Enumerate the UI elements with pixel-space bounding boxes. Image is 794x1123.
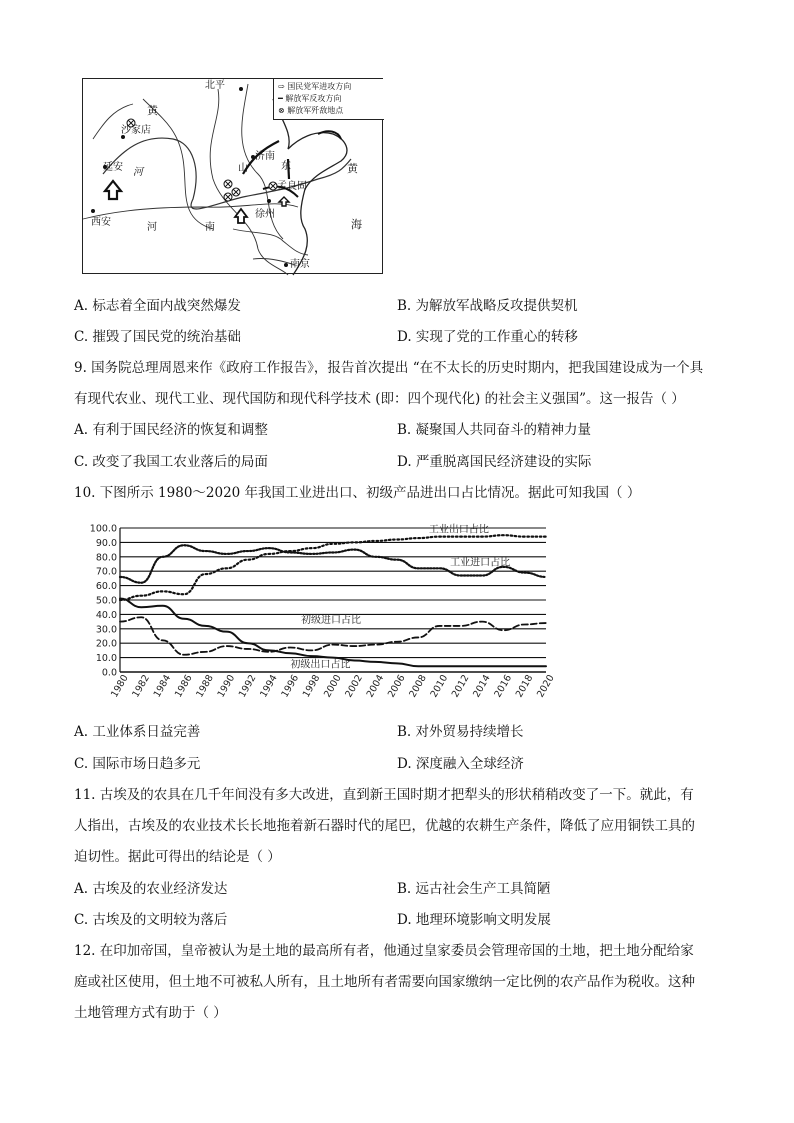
series-0-point — [226, 568, 227, 569]
q11-option-d[interactable]: D. 地理环境影响文明发展 — [397, 912, 551, 928]
series-2-point — [482, 621, 483, 622]
series-2-point — [141, 617, 142, 618]
q11-option-a[interactable]: A. 古埃及的农业经济发达 — [74, 881, 228, 897]
series-2-point — [162, 640, 163, 641]
series-3-point — [545, 666, 546, 667]
q10-option-c[interactable]: C. 国际市场日趋多元 — [74, 756, 201, 772]
map-label-huang-sea: 黄 — [347, 162, 358, 175]
map-label-shajiadian: 沙家店 — [121, 125, 151, 136]
series-line-3 — [120, 599, 546, 667]
series-0-point — [354, 542, 355, 543]
map-label-nanjing: 南京 — [290, 259, 310, 270]
x-tick-label: 1998 — [300, 673, 323, 700]
series-label: 工业进口占比 — [450, 557, 511, 569]
map-label-he: 河 — [133, 167, 143, 178]
q12-stem-line3: 土地管理方式有助于（ ） — [74, 1005, 227, 1021]
series-3-point — [524, 666, 525, 667]
series-3-point — [269, 650, 270, 651]
series-0-point — [269, 553, 270, 554]
map-label-beiping: 北平 — [205, 80, 225, 91]
series-2-point — [247, 648, 248, 649]
series-0-point — [183, 594, 184, 595]
q9-option-c[interactable]: C. 改变了我国工农业落后的局面 — [74, 454, 268, 470]
series-0-point — [332, 543, 333, 544]
series-2-point — [545, 622, 546, 623]
x-tick-label: 1992 — [236, 673, 259, 700]
series-label: 初级出口占比 — [290, 659, 351, 671]
series-1-point — [418, 568, 419, 569]
series-3-point — [482, 666, 483, 667]
y-tick-label: 20.0 — [95, 638, 117, 650]
y-tick-label: 40.0 — [95, 609, 117, 621]
q12-stem-line1: 12. 在印加帝国，皇帝被认为是土地的最高所有者，他通过皇家委员会管理帝国的土地，把土地分配给家 — [74, 943, 694, 959]
x-tick-label: 1996 — [279, 673, 302, 700]
map-label-he: 河 — [147, 222, 157, 233]
series-1-point — [482, 575, 483, 576]
x-tick-label: 2008 — [407, 673, 429, 700]
y-tick-label: 70.0 — [95, 566, 117, 578]
q10-stem-line1: 10. 下图所示 1980～2020 年我国工业进出口、初级产品进出口占比情况。据此可知我国（ ） — [74, 485, 641, 501]
series-1-point — [183, 545, 184, 546]
q9-option-d[interactable]: D. 严重脱离国民经济建设的实际 — [397, 454, 592, 470]
series-2-point — [503, 630, 504, 631]
series-2-point — [205, 651, 206, 652]
series-2-point — [226, 645, 227, 646]
q11-option-b[interactable]: B. 远古社会生产工具简陋 — [397, 881, 551, 897]
y-tick-label: 90.0 — [95, 537, 117, 549]
series-1-point — [269, 548, 270, 549]
x-tick-label: 2002 — [343, 673, 365, 700]
series-1-point — [460, 575, 461, 576]
trade-share-line-chart — [89, 520, 557, 714]
series-1-point — [524, 572, 525, 573]
legend-kmt-arrow: ⇨ 国民党军进攻方向 — [278, 82, 352, 91]
series-3-point — [311, 656, 312, 657]
series-2-point — [269, 651, 270, 652]
series-2-point — [183, 654, 184, 655]
series-3-point — [375, 661, 376, 662]
series-0-point — [375, 540, 376, 541]
series-1-point — [439, 568, 440, 569]
q9-option-b[interactable]: B. 凝聚国人共同奋斗的精神力量 — [397, 422, 592, 438]
series-2-point — [460, 625, 461, 626]
series-0-point — [311, 548, 312, 549]
series-3-point — [247, 643, 248, 644]
legend-battle-icon: ⊗ 解放军歼敌地点 — [278, 106, 344, 115]
q8-option-b[interactable]: B. 为解放军战略反攻提供契机 — [397, 298, 578, 314]
series-1-point — [226, 553, 227, 554]
series-2-point — [332, 644, 333, 645]
series-0-point — [482, 536, 483, 537]
y-tick-label: 80.0 — [95, 552, 117, 564]
map-label-huang: 黄 — [147, 104, 158, 117]
q11-stem-line3: 迫切性。据此可得出的结论是（ ） — [74, 849, 281, 865]
series-2-point — [290, 647, 291, 648]
map-label-jinan: 济南 — [255, 151, 275, 162]
series-3-point — [290, 653, 291, 654]
series-0-point — [460, 536, 461, 537]
q8-option-d[interactable]: D. 实现了党的工作重心的转移 — [397, 329, 578, 345]
series-0-point — [205, 573, 206, 574]
series-0-point — [162, 591, 163, 592]
x-tick-label: 1986 — [172, 673, 195, 700]
q10-option-d[interactable]: D. 深度融入全球经济 — [397, 756, 524, 772]
q11-stem-line2: 人指出，古埃及的农业技术长长地拖着新石器时代的尾巴，优越的农耕生产条件，降低了应用铜铁工具的 — [74, 818, 695, 834]
x-tick-label: 2014 — [471, 673, 493, 700]
series-3-point — [162, 605, 163, 606]
legend-pla-arrow: ━ 解放军反攻方向 — [278, 94, 342, 103]
y-tick-label: 60.0 — [95, 581, 117, 593]
x-tick-label: 2004 — [364, 673, 387, 700]
x-tick-label: 2020 — [535, 673, 557, 700]
x-tick-label: 2000 — [322, 673, 344, 700]
series-1-point — [290, 552, 291, 553]
civil-war-map — [82, 78, 383, 274]
y-tick-label: 30.0 — [95, 624, 117, 636]
y-tick-label: 0.0 — [101, 667, 117, 679]
x-tick-label: 1994 — [258, 673, 280, 700]
series-0-point — [247, 559, 248, 560]
series-1-point — [375, 556, 376, 557]
series-3-point — [141, 607, 142, 608]
y-tick-label: 50.0 — [95, 595, 117, 607]
x-tick-label: 2016 — [492, 673, 515, 700]
q9-stem-line2: 有现代农业、现代工业、现代国防和现代科学技术 (即：四个现代化) 的社会主义强国”。这一报告（ ） — [74, 391, 685, 407]
series-3-point — [183, 618, 184, 619]
map-legend — [273, 79, 384, 120]
series-0-point — [439, 536, 440, 537]
series-1-point — [396, 559, 397, 560]
series-2-point — [396, 641, 397, 642]
map-label-menglianggu: 孟良固 — [277, 181, 307, 192]
series-1-point — [332, 552, 333, 553]
series-2-point — [375, 644, 376, 645]
map-label-hai: 海 — [351, 218, 362, 231]
x-tick-label: 2006 — [385, 673, 408, 700]
series-2-point — [418, 637, 419, 638]
x-tick-label: 1982 — [130, 673, 152, 700]
series-3-point — [439, 666, 440, 667]
series-0-point — [503, 535, 504, 536]
map-label-xuzhou: 徐州 — [255, 209, 275, 220]
series-2-point — [354, 645, 355, 646]
q10-option-a[interactable]: A. 工业体系日益完善 — [74, 724, 201, 740]
series-0-point — [141, 595, 142, 596]
map-label-nan: 南 — [205, 222, 215, 233]
series-1-point — [162, 556, 163, 557]
series-1-point — [119, 576, 120, 577]
map-label-yanan: 延安 — [103, 162, 123, 173]
series-1-point — [205, 550, 206, 551]
series-3-point — [503, 666, 504, 667]
series-2-point — [311, 650, 312, 651]
x-tick-label: 1980 — [109, 673, 131, 700]
q10-option-b[interactable]: B. 对外贸易持续增长 — [397, 724, 524, 740]
x-tick-label: 1990 — [215, 673, 238, 700]
q8-option-a[interactable]: A. 标志着全面内战突然爆发 — [74, 298, 241, 314]
q11-option-c[interactable]: C. 古埃及的文明较为落后 — [74, 912, 228, 928]
series-3-point — [226, 631, 227, 632]
series-1-point — [141, 582, 142, 583]
series-1-point — [545, 576, 546, 577]
series-1-point — [354, 549, 355, 550]
map-label-dong: 东 — [281, 161, 291, 172]
series-1-point — [311, 553, 312, 554]
series-2-point — [119, 621, 120, 622]
series-label: 初级进口占比 — [301, 615, 362, 627]
series-3-point — [332, 657, 333, 658]
x-tick-label: 2010 — [428, 673, 451, 700]
series-3-point — [354, 660, 355, 661]
series-0-point — [418, 537, 419, 538]
x-tick-label: 1984 — [151, 673, 174, 700]
series-3-point — [119, 598, 120, 599]
map-label-shan: 山 — [238, 163, 248, 174]
series-0-point — [545, 536, 546, 537]
q9-option-a[interactable]: A. 有利于国民经济的恢复和调整 — [74, 422, 268, 438]
y-tick-label: 100.0 — [89, 523, 117, 535]
series-3-point — [460, 666, 461, 667]
q9-stem-line1: 9. 国务院总理周恩来作《政府工作报告》，报告首次提出 “在不太长的历史时期内，把我国建设成为一个具 — [74, 360, 704, 376]
x-tick-label: 2018 — [513, 673, 536, 700]
map-label-xian: 西安 — [91, 217, 111, 228]
series-0-point — [524, 536, 525, 537]
series-2-point — [439, 625, 440, 626]
q12-stem-line2: 庭或社区使用，但土地不可被私人所有，且土地所有者需要向国家缴纳一定比例的农产品作为税收。这种 — [74, 974, 695, 990]
series-3-point — [396, 663, 397, 664]
y-tick-label: 10.0 — [95, 653, 117, 665]
q11-stem-line1: 11. 古埃及的农具在几千年间没有多大改进，直到新王国时期才把犁头的形状稍稍改变了一下。就此，有 — [74, 787, 694, 803]
series-0-point — [119, 599, 120, 600]
q8-option-c[interactable]: C. 摧毁了国民党的统治基础 — [74, 329, 241, 345]
x-tick-label: 1988 — [194, 673, 216, 700]
series-2-point — [524, 624, 525, 625]
series-3-point — [418, 666, 419, 667]
x-tick-label: 2012 — [449, 673, 472, 700]
series-0-point — [396, 539, 397, 540]
series-label: 工业出口占比 — [428, 524, 489, 536]
series-1-point — [247, 550, 248, 551]
series-3-point — [205, 625, 206, 626]
